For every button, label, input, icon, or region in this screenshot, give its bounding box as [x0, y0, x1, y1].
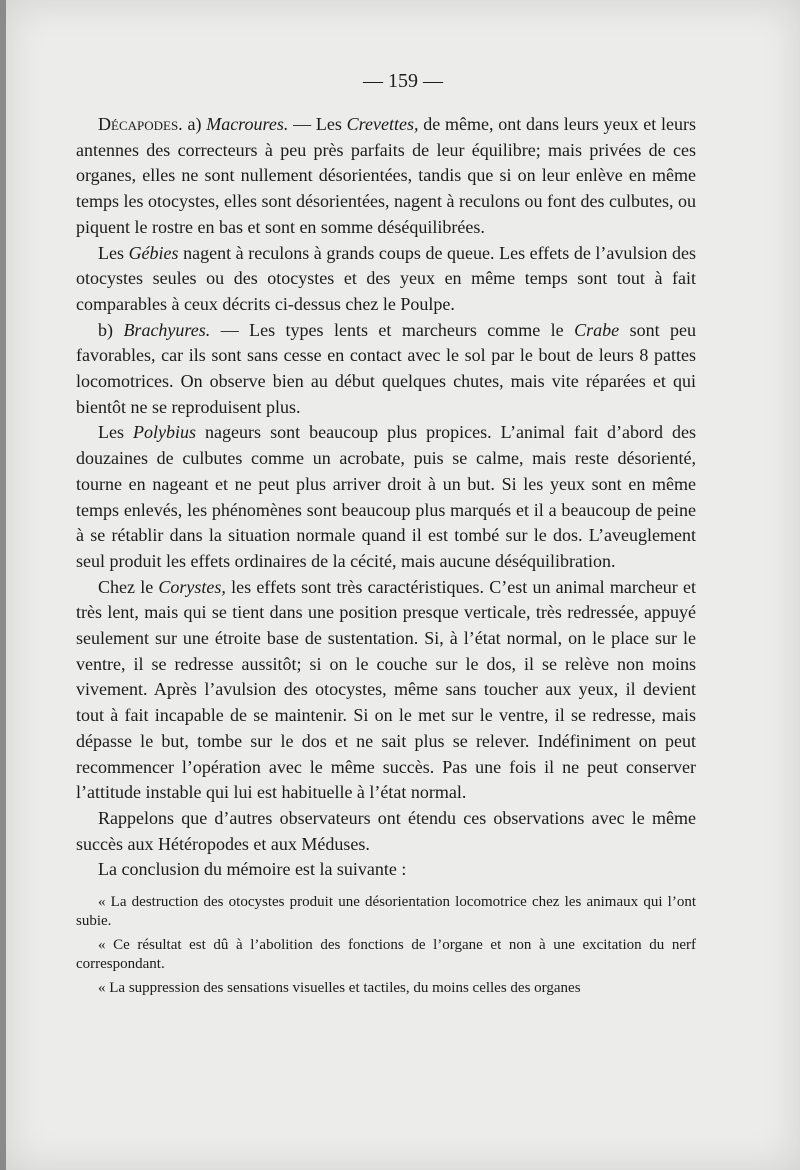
section-heading: Décapodes. — [98, 114, 183, 134]
quote-paragraph: « La destruction des otocystes produit une désorientation locomotrice chez les animaux qui l’ont subie. — [76, 894, 696, 930]
subsection-heading: Macroures. — [206, 114, 289, 134]
paragraph-decapodes: Décapodes. a) Macroures. — Les Crevettes, de même, ont dans leurs yeux et leurs antennes des correcteurs à peu près parfaits de leur équilibre; mais privées de ces organes, elles ne sont nullement désorientées, tandis que si on leur enlève en même temps les otocystes, elles sont désorientées, nagent à reculons ou font des culbutes, ou piquent le rostre en bas et sont en somme déséquilibrées. — [76, 114, 696, 237]
paragraph-gebies: Les Gébies nagent à reculons à grands coups de queue. Les effets de l’avulsion des otocystes seules ou des otocystes et des yeux en même temps sont tout à fait comparables à ceux décrits ci-dessus chez le Poulpe. — [76, 242, 696, 314]
paragraph-polybius: Les Polybius nageurs sont beaucoup plus propices. L’animal fait d’abord des douzaines de culbutes comme un acrobate, puis se calme, mais reste désorienté, tourne en nageant et ne peut plus arriver droit à un but. Si les yeux sont en même temps enlevés, les phénomènes sont beaucoup plus marqués et il a beaucoup de peine à se rétablir dans la situation normale quand il est tombé sur le dos. L’aveuglement seul produit les effets ordinaires de la cécité, mais aucune déséquilibration. — [76, 422, 696, 571]
body-text — [76, 112, 696, 998]
quote-paragraph: « La suppression des sensations visuelles et tactiles, du moins celles des organes — [98, 980, 581, 997]
paragraph-brachyures: b) Brachyures. — Les types lents et marcheurs comme le Crabe sont peu favorables, car ils sont sans cesse en contact avec le sol par le bout de leurs 8 pattes locomotrices. On observe bien au début quelques chutes, mais vite réparées et qui bientôt ne se reproduisent plus. — [76, 319, 697, 417]
paragraph-conclusion: La conclusion du mémoire est la suivante : — [98, 859, 407, 880]
paragraph-rappelons: Rappelons que d’autres observateurs ont étendu ces observations avec le même succès aux Hétéropodes et aux Méduses. — [76, 807, 696, 854]
paragraph-corystes: Chez le Corystes, les effets sont très caractéristiques. C’est un animal marcheur et très lent, mais qui se tient dans une position presque verticale, très redressée, appuyé seulement sur une étroite base de sustentation. Si, à l’état normal, on le place sur le ventre, il se redresse aussitôt; si on le couche sur le dos, il se relève non moins vivement. Après l’avulsion des otocystes, même sans toucher aux yeux, il devient tout à fait incapable de se maintenir. Si on le met sur le ventre, il se redresse, mais dépasse le but, tombe sur le dos et ne sait plus se relever. Indéfiniment on peut recommencer l’opération avec le même succès. Pas une fois il ne peut conserver l’attitude instable qui lui est habituelle à l’état normal. — [76, 576, 697, 803]
book-page — [6, 0, 800, 1170]
page-number: — 159 — — [363, 70, 443, 92]
subsection-heading: Brachyures. — [123, 319, 211, 340]
quote-paragraph: « Ce résultat est dû à l’abolition des fonctions de l’organe et non à une excitation du nerf correspondant. — [76, 937, 696, 973]
